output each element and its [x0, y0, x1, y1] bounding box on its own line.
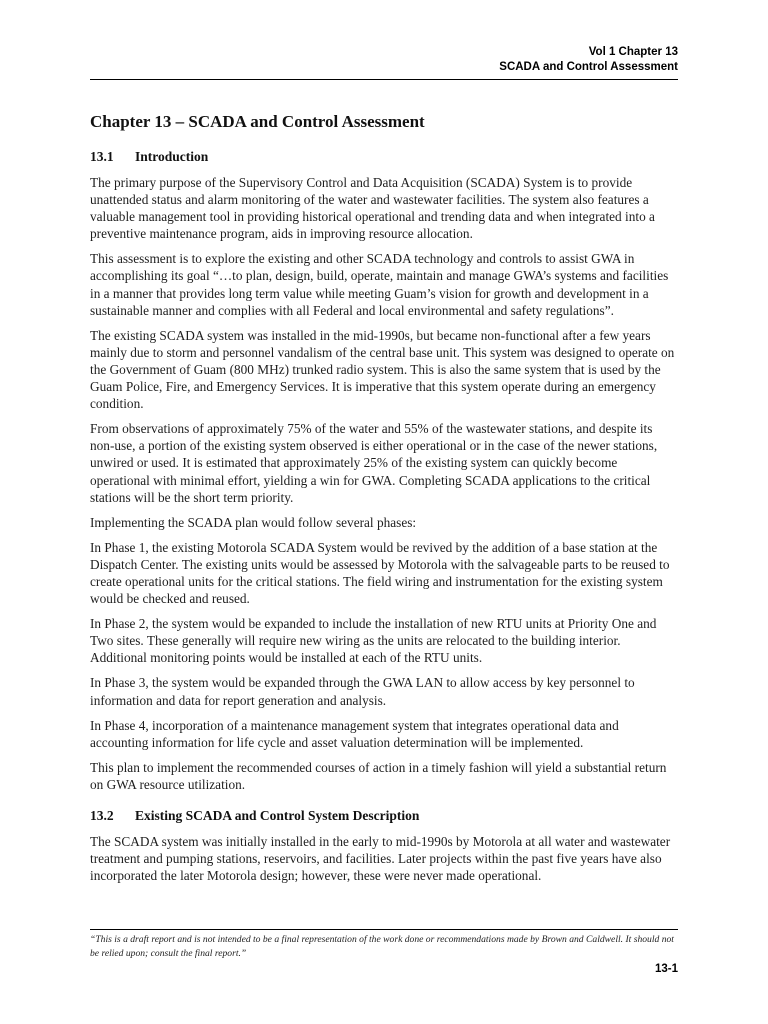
header-section-title: SCADA and Control Assessment — [499, 61, 678, 73]
paragraph: This assessment is to explore the existing and other SCADA technology and controls to assist GWA in accomplishing its goal “…to plan, design, build, operate, maintain and manage GWA’s systems and facilities in a manner that provides long term value while meeting Guam’s vision for growth and development in a sustainable manner and complies with all Federal and local environmental and safety regulations”. — [90, 251, 669, 318]
paragraph: The SCADA system was initially installed in the early to mid-1990s by Motorola at all water and wastewater treatment and pumping stations, reservoirs, and facilities. Later projects within the past five years have also incorporated the later Motorola design; however, these were never made operational. — [90, 834, 671, 884]
section-number: 13.2 — [90, 808, 114, 823]
paragraph: The existing SCADA system was installed in the mid-1990s, but became non-functional after a few years mainly due to storm and personnel vandalism of the central base unit. This system was designed to operate on the Government of Guam (800 MHz) trunked radio system. This is also the same system that is used by the Guam Police, Fire, and Emergency Services. It is imperative that this system operate during an emergency condition. — [90, 327, 675, 412]
chapter-title: Chapter 13 – SCADA and Control Assessment — [90, 112, 425, 131]
paragraph: In Phase 2, the system would be expanded to include the installation of new RTU units at Priority One and Two sites. These generally will require new wiring as the units are relocated to the building interior. Additional monitoring points would be installed at each of the RTU units. — [90, 616, 657, 666]
section-heading — [90, 148, 678, 166]
page-header — [499, 45, 678, 75]
paragraph: This plan to implement the recommended courses of action in a timely fashion will yield a substantial return on GWA resource utilization. — [90, 759, 667, 792]
paragraph: The primary purpose of the Supervisory Control and Data Acquisition (SCADA) System is to provide unattended status and alarm monitoring of the water and wastewater facilities. The system also features a valuable management tool in providing historical operational and trending data and when integrated into a preventive maintenance program, aids in improving resource allocation. — [90, 175, 655, 242]
section-title: Introduction — [135, 149, 209, 164]
document-body — [90, 110, 678, 892]
paragraph: From observations of approximately 75% of the water and 55% of the wastewater stations, and despite its non-use, a portion of the existing system observed is either operational or in the case of the newer stations, unwired or used. It is estimated that approximately 25% of the existing system can quickly become operational with minimal effort, yielding a win for GWA. Completing SCADA applications to the critical stations will be the short term priority. — [90, 421, 658, 505]
section-number: 13.1 — [90, 149, 114, 164]
paragraph: Implementing the SCADA plan would follow several phases: — [90, 514, 417, 530]
paragraph: In Phase 3, the system would be expanded through the GWA LAN to allow access by key personnel to information and data for report generation and analysis. — [90, 675, 635, 708]
footnote-rule — [90, 929, 678, 930]
page-number: 13-1 — [654, 963, 678, 975]
section-heading — [90, 807, 678, 825]
header-volume-chapter: Vol 1 Chapter 13 — [588, 46, 678, 58]
footnote: “This is a draft report and is not intended to be a final representation of the work done or recommendations made by Brown and Caldwell. It should not be relied upon; consult the final report.” — [90, 934, 674, 959]
header-rule — [90, 79, 678, 80]
section-title: Existing SCADA and Control System Description — [135, 808, 420, 823]
paragraph: In Phase 4, incorporation of a maintenance management system that integrates operational data and accounting information for life cycle and asset valuation determination will be implemented. — [90, 717, 619, 750]
paragraph: In Phase 1, the existing Motorola SCADA System would be revived by the addition of a base station at the Dispatch Center. The existing units would be assessed by Motorola with the salvageable parts to be reused to create operational units for the critical stations. The field wiring and instrumentation for the existing system would be checked and reused. — [90, 539, 670, 607]
